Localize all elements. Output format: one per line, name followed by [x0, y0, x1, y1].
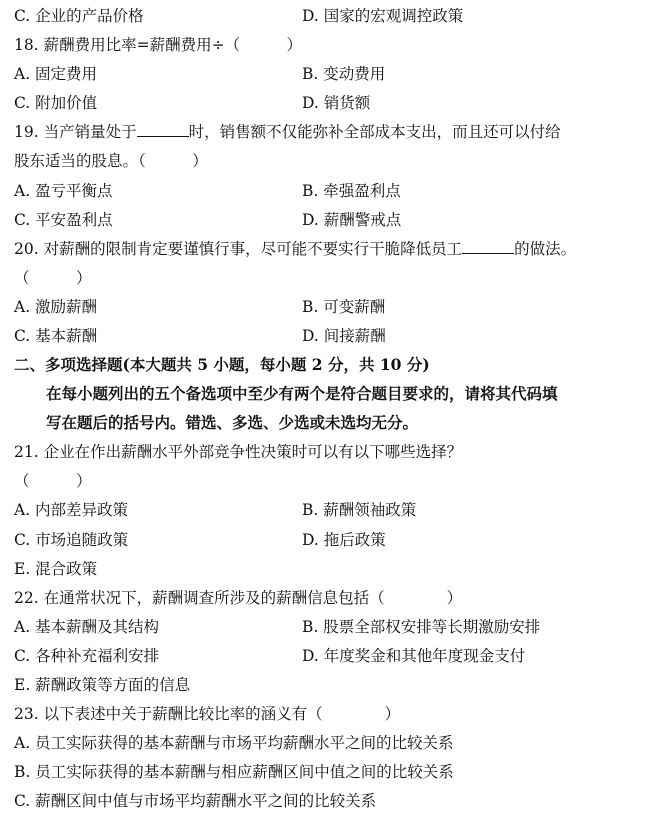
text-line: 22. 在通常状况下，薪酬调查所涉及的薪酬信息包括（ ）: [14, 589, 463, 607]
text-line: C. 薪酬区间中值与市场平均薪酬水平之间的比较关系: [14, 792, 377, 810]
question-stem-part: 时，销售额不仅能弥补全部成本支出，而且还可以付给: [188, 123, 561, 141]
question-stem-part: 20. 对薪酬的限制肯定要谨慎行事，尽可能不要实行干脆降低员工: [14, 240, 463, 258]
option-left: C. 基本薪酬: [14, 327, 98, 345]
option-left: C. 平安盈利点: [14, 211, 113, 229]
option-left: A. 固定费用: [14, 65, 98, 83]
option-right: B. 牵强盈利点: [302, 182, 401, 200]
option-right: B. 可变薪酬: [302, 298, 386, 316]
text-line: （ ）: [14, 269, 92, 287]
text-line: E. 薪酬政策等方面的信息: [14, 676, 191, 694]
text-line: A. 员工实际获得的基本薪酬与市场平均薪酬水平之间的比较关系: [14, 734, 454, 752]
option-right: D. 薪酬警戒点: [302, 211, 402, 229]
text-line: （ ）: [14, 472, 92, 490]
question-stem: [14, 122, 561, 142]
option-left: A. 基本薪酬及其结构: [14, 618, 160, 636]
option-left: C. 市场追随政策: [14, 531, 129, 549]
option-right: B. 薪酬领袖政策: [302, 501, 417, 519]
answer-blank: [137, 122, 189, 137]
option-left: A. 激励薪酬: [14, 298, 98, 316]
option-right: D. 拖后政策: [302, 531, 386, 549]
option-left: C. 附加价值: [14, 94, 98, 112]
option-left: C. 各种补充福利安排: [14, 647, 160, 665]
option-right: D. 销货额: [302, 94, 371, 112]
section-heading: 二、多项选择题(本大题共 5 小题，每小题 2 分，共 10 分): [14, 355, 430, 374]
option-left: A. 内部差异政策: [14, 501, 129, 519]
text-line: 21. 企业在作出薪酬水平外部竞争性决策时可以有以下哪些选择？: [14, 443, 463, 461]
option-right: D. 间接薪酬: [302, 327, 386, 345]
answer-blank: [462, 239, 514, 254]
text-line: 23. 以下表述中关于薪酬比较比率的涵义有（ ）: [14, 705, 401, 723]
option-right: D. 国家的宏观调控政策: [302, 7, 464, 25]
question-stem: [14, 239, 576, 259]
option-right: D. 年度奖金和其他年度现金支付: [302, 647, 526, 665]
text-line: 股东适当的股息。（ ）: [14, 152, 208, 170]
section-heading: 在每小题列出的五个备选项中至少有两个是符合题目要求的，请将其代码填: [46, 384, 558, 403]
text-line: 18. 薪酬费用比率=薪酬费用÷（ ）: [14, 36, 303, 54]
option-right: B. 变动费用: [302, 65, 386, 83]
option-left: C. 企业的产品价格: [14, 7, 144, 25]
text-line: B. 员工实际获得的基本薪酬与相应薪酬区间中值之间的比较关系: [14, 763, 454, 781]
question-stem-part: 的做法。: [514, 240, 577, 258]
section-heading: 写在题后的括号内。错选、多选、少选或未选均无分。: [46, 413, 419, 432]
question-stem-part: 19. 当产销量处于: [14, 123, 137, 141]
text-line: E. 混合政策: [14, 560, 98, 578]
option-right: B. 股票全部权安排等长期激励安排: [302, 618, 541, 636]
option-left: A. 盈亏平衡点: [14, 182, 113, 200]
